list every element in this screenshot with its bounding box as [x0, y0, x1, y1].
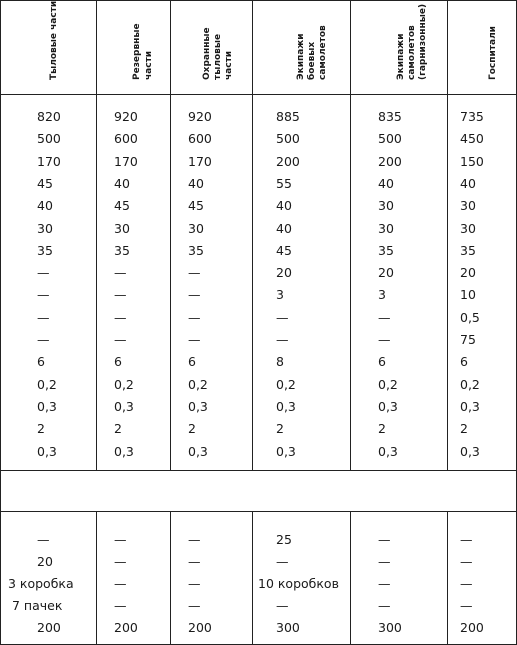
header-line: Охранные [202, 27, 212, 80]
col-rule-5 [350, 0, 351, 470]
table-cell: — [188, 287, 201, 303]
header-guard-units [188, 2, 238, 94]
header-hospitals [470, 2, 510, 94]
table-cell: — [378, 532, 391, 547]
col-rule-3b [170, 511, 171, 645]
table-cell: — [114, 554, 127, 569]
table-cell: 10 [460, 287, 476, 303]
table-cell: 8 [276, 354, 284, 370]
header-line: самолетов [318, 25, 328, 80]
table-cell: 35 [460, 242, 476, 258]
table-cell: 10 коробков [258, 576, 339, 591]
table-cell: 170 [188, 153, 212, 169]
table-cell: 6 [460, 354, 468, 370]
table-cell: 30 [460, 198, 476, 214]
col-rule-4 [252, 0, 253, 470]
table-cell: — [276, 332, 289, 347]
table-cell: 40 [276, 198, 292, 214]
table-cell: 7 пачек [12, 598, 63, 613]
table-cell: 45 [188, 198, 204, 214]
table-cell: — [114, 598, 127, 613]
table-cell: 500 [276, 131, 300, 147]
table-cell: 35 [378, 242, 394, 258]
table-cell: 40 [188, 175, 204, 191]
table-cell: — [188, 309, 201, 325]
col-rule-1 [0, 0, 1, 470]
table-cell: 200 [460, 620, 484, 635]
table-cell: 30 [37, 220, 53, 236]
table-cell: 0,3 [37, 443, 57, 459]
header-line: самолетов [407, 25, 417, 80]
table-cell: — [188, 598, 201, 613]
header-line: Резервные [132, 23, 142, 80]
table-cell: 3 [276, 287, 284, 303]
table-cell: 35 [188, 242, 204, 258]
table-cell: 30 [378, 220, 394, 236]
table-cell: 0,3 [460, 398, 480, 414]
table-cell: — [378, 576, 391, 591]
table-cell: — [378, 332, 391, 347]
table-cell: 30 [188, 220, 204, 236]
header-line: Тыловые части [49, 0, 59, 80]
table-cell: — [188, 332, 201, 347]
table-cell: 3 коробка [8, 576, 74, 591]
table-cell: 0,2 [378, 376, 398, 392]
table-cell: — [37, 287, 50, 303]
table-cell: 20 [276, 265, 292, 281]
col-rule-6 [447, 0, 448, 470]
col-rule-2 [96, 0, 97, 470]
table-cell: 40 [378, 175, 394, 191]
table-cell: 45 [276, 242, 292, 258]
table-cell: 885 [276, 109, 300, 124]
table-cell: 2 [460, 421, 468, 437]
col-rule-6b [447, 511, 448, 645]
header-reserve-units [118, 2, 158, 94]
col-rule-5b [350, 511, 351, 645]
table-cell: 0,2 [276, 376, 296, 392]
table-cell: 6 [114, 354, 122, 370]
table-cell: — [378, 554, 391, 569]
col-rule-3 [170, 0, 171, 470]
table-cell: — [114, 287, 127, 303]
table-cell: — [460, 532, 473, 547]
header-line: Госпитали [488, 26, 498, 80]
table-cell: 0,2 [114, 376, 134, 392]
table-cell: 200 [114, 620, 138, 635]
table-cell: — [460, 576, 473, 591]
col-rule-2b [96, 511, 97, 645]
header-line: Экипажи [396, 33, 406, 80]
table-cell: 200 [188, 620, 212, 635]
table-cell: 0,2 [37, 376, 57, 392]
table-cell: — [37, 309, 50, 325]
table-cell: — [188, 576, 201, 591]
table-cell: 20 [37, 554, 53, 569]
table-cell: 40 [460, 175, 476, 191]
header-line: части [144, 50, 154, 80]
header-line: части [224, 50, 234, 80]
table-cell: 40 [37, 198, 53, 214]
table-cell: 30 [114, 220, 130, 236]
table-cell: 2 [37, 421, 45, 437]
table-cell: 450 [460, 131, 484, 147]
table-cell: 0,2 [460, 376, 480, 392]
header-bottom-rule [0, 94, 517, 95]
table-cell: 300 [276, 620, 300, 635]
table-cell: 75 [460, 332, 476, 347]
table-cell: 920 [188, 109, 212, 124]
table-cell: 600 [188, 131, 212, 147]
table-cell: 35 [37, 242, 53, 258]
table-cell: — [460, 554, 473, 569]
table-cell: 20 [460, 265, 476, 281]
table-cell: — [188, 554, 201, 569]
table-cell: — [37, 265, 50, 281]
table-cell: 25 [276, 532, 292, 547]
table-cell: 170 [114, 153, 138, 169]
table-cell: — [188, 532, 201, 547]
table-cell: 45 [114, 198, 130, 214]
table-cell: 170 [37, 153, 61, 169]
header-garrison-crews [382, 2, 432, 94]
col-rule-4b [252, 511, 253, 645]
table-cell: 920 [114, 109, 138, 124]
table-cell: 0,3 [114, 398, 134, 414]
table-cell: — [114, 332, 127, 347]
table-cell: 0,2 [188, 376, 208, 392]
section-bottom-rule [0, 511, 517, 512]
table-cell: 735 [460, 109, 484, 124]
table-cell: — [114, 532, 127, 547]
table-cell: 200 [378, 153, 402, 169]
table-cell: 500 [37, 131, 61, 147]
table-cell: 2 [276, 421, 284, 437]
table-cell: 0,5 [460, 309, 480, 325]
table-cell: — [276, 309, 289, 325]
table-cell: 200 [276, 153, 300, 169]
table-cell: 40 [276, 220, 292, 236]
table-cell: 0,3 [188, 398, 208, 414]
table-cell: 35 [114, 242, 130, 258]
table-cell: — [378, 598, 391, 613]
header-line: (гарнизонные) [418, 3, 428, 80]
table-cell: 6 [188, 354, 196, 370]
table-cell: 2 [378, 421, 386, 437]
section-left-rule [0, 470, 1, 645]
section-top-rule [0, 470, 517, 471]
table-cell: 0,3 [460, 443, 480, 459]
table-cell: — [114, 309, 127, 325]
table-cell: — [276, 554, 289, 569]
table-cell: — [37, 532, 50, 547]
table-cell: 6 [378, 354, 386, 370]
table-cell: 200 [37, 620, 61, 635]
table-cell: 0,3 [37, 398, 57, 414]
table-cell: — [188, 265, 201, 281]
table-cell: 20 [378, 265, 394, 281]
header-combat-crews [282, 2, 332, 94]
table-cell: — [276, 598, 289, 613]
table-cell: 835 [378, 109, 402, 124]
table-cell: 0,3 [378, 443, 398, 459]
table-cell: 820 [37, 109, 61, 124]
table-top-rule [0, 0, 517, 1]
header-rear-units [24, 2, 74, 94]
table-cell: 0,3 [188, 443, 208, 459]
table-cell: 500 [378, 131, 402, 147]
table-cell: 2 [114, 421, 122, 437]
header-line: боевых [307, 41, 317, 80]
table-cell: 0,3 [114, 443, 134, 459]
table-cell: 600 [114, 131, 138, 147]
table-cell: — [37, 332, 50, 347]
table-cell: 0,3 [276, 398, 296, 414]
header-line: Экипажи [296, 33, 306, 80]
table-cell: 0,3 [276, 443, 296, 459]
table-cell: 0,3 [378, 398, 398, 414]
table-cell: — [114, 265, 127, 281]
table-cell: — [114, 576, 127, 591]
table-cell: — [460, 598, 473, 613]
table-cell: — [378, 309, 391, 325]
table-cell: 6 [37, 354, 45, 370]
table-cell: 30 [378, 198, 394, 214]
table-cell: 40 [114, 175, 130, 191]
table-cell: 2 [188, 421, 196, 437]
table-cell: 150 [460, 153, 484, 169]
header-line: тыловые [213, 33, 223, 80]
table-cell: 30 [460, 220, 476, 236]
table-cell: 55 [276, 175, 292, 191]
table-cell: 300 [378, 620, 402, 635]
table-cell: 3 [378, 287, 386, 303]
table-cell: 45 [37, 175, 53, 191]
